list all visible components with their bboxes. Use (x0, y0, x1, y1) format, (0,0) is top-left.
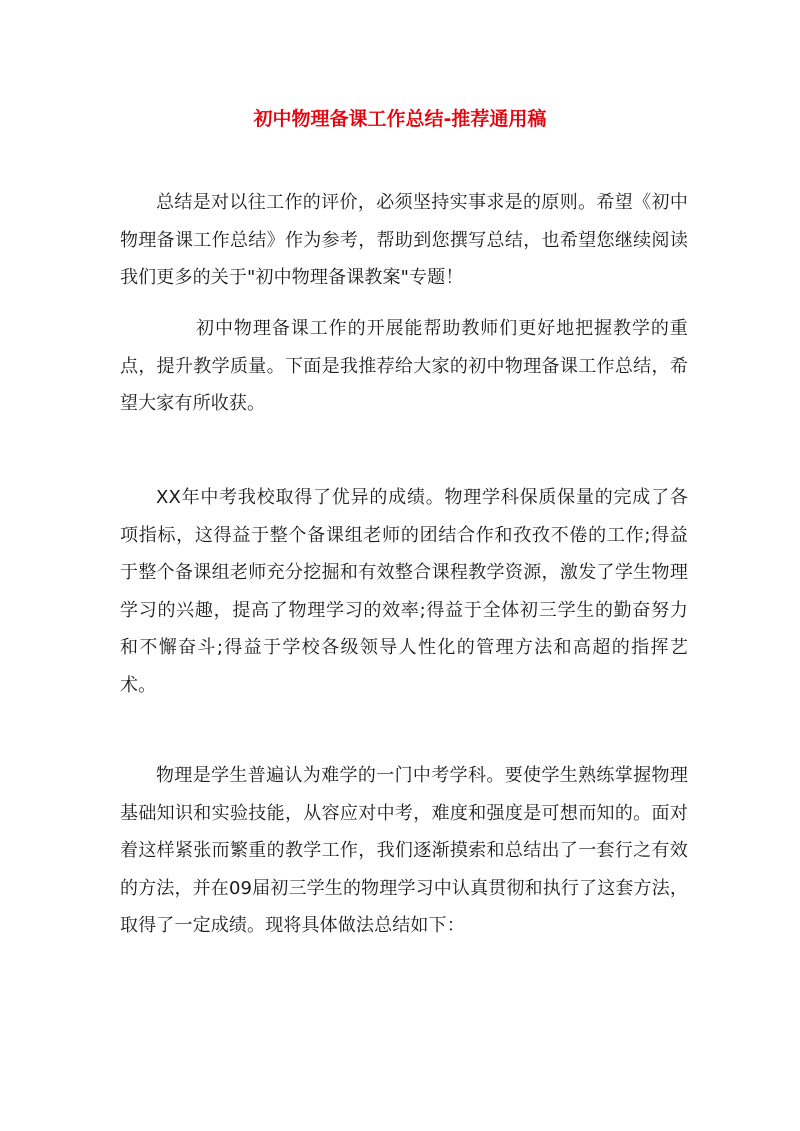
preface-paragraph: 初中物理备课工作的开展能帮助教师们更好地把握教学的重点，提升教学质量。下面是我推荐给大家的初中物理备课工作总结，希望大家有所收获。 (120, 318, 688, 414)
document-title: 初中物理备课工作总结-推荐通用稿 (253, 108, 547, 130)
intro-paragraph: 总结是对以往工作的评价，必须坚持实事求是的原则。希望《初中物理备课工作总结》作为参考，帮助到您撰写总结，也希望您继续阅读我们更多的关于"初中物理备课教案"专题！ (120, 192, 688, 288)
methods-paragraph: 物理是学生普遍认为难学的一门中考学科。要使学生熟练掌握物理基础知识和实验技能，从容应对中考，难度和强度是可想而知的。面对着这样紧张而繁重的教学工作，我们逐渐摸索和总结出了一套行之有效的方法，并在09届初三学生的物理学习中认真贯彻和执行了这套方法，取得了一定成绩。现将具体做法总结如下： (120, 765, 688, 936)
achievements-paragraph: XX年中考我校取得了优异的成绩。物理学科保质保量的完成了各项指标，这得益于整个备课组老师的团结合作和孜孜不倦的工作;得益于整个备课组老师充分挖掘和有效整合课程教学资源，激发了学生物理学习的兴趣，提高了物理学习的效率;得益于全体初三学生的勤奋努力和不懈奋斗;得益于学校各级领导人性化的管理方法和高超的指挥艺术。 (120, 487, 688, 696)
